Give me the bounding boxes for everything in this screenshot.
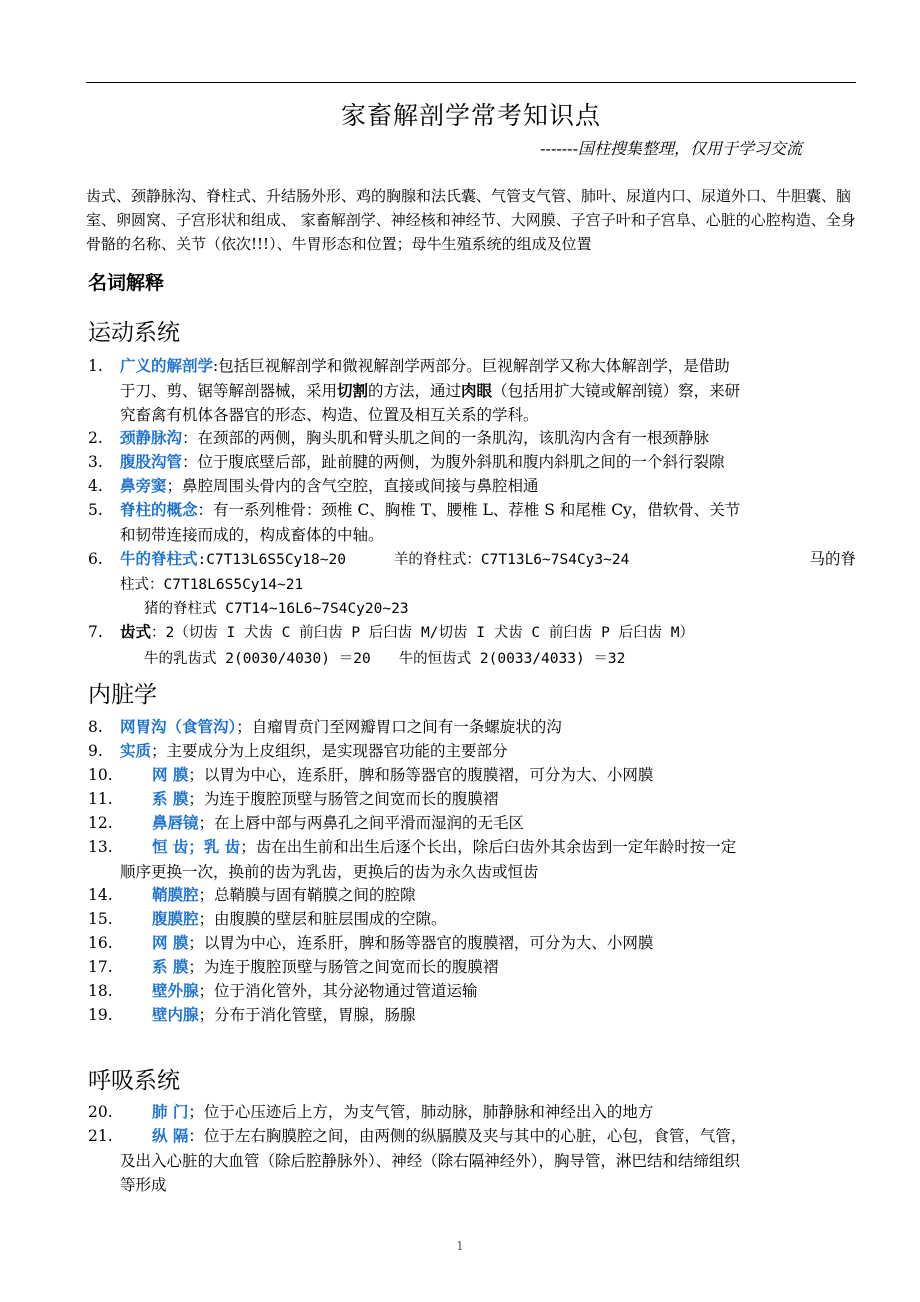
list-item-16 bbox=[88, 931, 856, 956]
item-number: 7. bbox=[88, 623, 103, 641]
list-item-18 bbox=[88, 979, 856, 1004]
item-text: ；分布于消化管壁，胃腺，肠腺 bbox=[198, 1006, 416, 1024]
page-number: 1 bbox=[456, 1239, 464, 1253]
item-number: 13. bbox=[88, 838, 113, 856]
item-text: （包括用扩大镜或解剖镜）察，来研 bbox=[492, 381, 741, 400]
item-term: 网 膜 bbox=[152, 765, 189, 784]
item-term: 腹股沟管 bbox=[120, 452, 183, 471]
list-item-13 bbox=[88, 835, 856, 884]
item-number: 8. bbox=[88, 718, 103, 736]
item-term: 腹膜腔 bbox=[152, 909, 199, 928]
list-item-17 bbox=[88, 955, 856, 980]
item-number: 2. bbox=[88, 429, 103, 447]
item-text: 等形成 bbox=[120, 1176, 167, 1194]
list-item-19 bbox=[88, 1003, 856, 1028]
item-text: ；位于心压迹后上方，为支气管，肺动脉，肺静脉和神经出入的地方 bbox=[188, 1103, 654, 1121]
item-term: 纵 隔 bbox=[152, 1126, 189, 1145]
item-text: ；齿在出生前和出生后逐个长出，除后臼齿外其余齿到一定年龄时按一定 bbox=[240, 838, 737, 856]
item-term: 网 膜 bbox=[152, 933, 189, 952]
item-text: 牛的恒齿式 2(0033/4033) ＝32 bbox=[398, 650, 626, 667]
item-text: 柱式：C7T18L6S5Cy14~21 bbox=[120, 576, 304, 593]
item-number: 11. bbox=[88, 790, 113, 808]
item-term: 牛的脊柱式 bbox=[120, 549, 198, 568]
item-text: 究畜禽有机体各器官的形态、构造、位置及相互关系的学科。 bbox=[120, 406, 539, 424]
item-number: 3. bbox=[88, 453, 103, 471]
item-term: 肺 门 bbox=[152, 1102, 189, 1121]
item-term: 广义的解剖学 bbox=[120, 356, 214, 375]
item-text: ：位于腹底壁后部，趾前腱的两侧，为腹外斜肌和腹内斜肌之间的一个斜行裂隙 bbox=[182, 453, 725, 471]
item-term: 网胃沟（食管沟） bbox=[120, 717, 237, 736]
item-text: 和韧带连接而成的，构成畜体的中轴。 bbox=[120, 525, 384, 544]
item-text: 于刀、剪、锯等解剖器械，采用 bbox=[120, 381, 338, 400]
item-text: ；以胃为中心，连系肝，脾和肠等器官的腹膜褶，可分为大、小网膜 bbox=[188, 766, 654, 784]
item-text: 马的脊 bbox=[809, 550, 856, 568]
list-item-3 bbox=[88, 450, 856, 475]
heading-terms: 名词解释 bbox=[88, 272, 165, 294]
item-term: 鼻旁窦 bbox=[120, 476, 167, 495]
item-term: 系 膜 bbox=[152, 957, 189, 976]
item-text: ；为连于腹腔顶壁与肠管之间宽而长的腹膜褶 bbox=[188, 958, 499, 976]
item-number: 14. bbox=[88, 886, 113, 904]
item-text: 顺序更换一次，换前的齿为乳齿，更换后的齿为永久齿或恒齿 bbox=[120, 862, 539, 881]
item-text: ；主要成分为上皮组织，是实现器官功能的主要部分 bbox=[151, 742, 508, 760]
item-number: 10. bbox=[88, 766, 113, 784]
item-text: ；位于消化管外，其分泌物通过管道运输 bbox=[198, 982, 478, 1000]
item-term: 鼻唇镜 bbox=[152, 813, 199, 832]
item-text: ；以胃为中心，连系肝，脾和肠等器官的腹膜褶，可分为大、小网膜 bbox=[188, 934, 654, 952]
item-number: 5. bbox=[88, 501, 103, 519]
item-term: 壁外腺 bbox=[152, 981, 199, 1000]
item-number: 6. bbox=[88, 550, 103, 568]
list-item-8 bbox=[88, 715, 856, 740]
item-text: ；总鞘膜与固有鞘膜之间的腔隙 bbox=[198, 886, 416, 904]
item-text: 的方法，通过 bbox=[368, 381, 462, 400]
item-term: 鞘膜腔 bbox=[152, 885, 199, 904]
item-term: 壁内腺 bbox=[152, 1005, 199, 1024]
list-item-9 bbox=[88, 739, 856, 764]
item-number: 18. bbox=[88, 982, 113, 1000]
item-term: 系 膜 bbox=[152, 789, 189, 808]
item-text: 及出入心脏的大血管（除后腔静脉外）、神经（除右隔神经外），胸导管，淋巴结和结缔组织 bbox=[120, 1151, 741, 1170]
item-text: ；自瘤胃贲门至网瓣胃口之间有一条螺旋状的沟 bbox=[236, 718, 562, 736]
list-item-6 bbox=[88, 547, 856, 622]
item-text: ；由腹膜的壁层和脏层围成的空隙。 bbox=[198, 910, 447, 928]
item-text: ：有一系列椎骨：颈椎 C、胸椎 T、腰椎 L、荐椎 S 和尾椎 Cy，借软骨、关节 bbox=[197, 501, 741, 519]
list-item-10 bbox=[88, 763, 856, 788]
item-text: ；为连于腹腔顶壁与肠管之间宽而长的腹膜褶 bbox=[188, 790, 499, 808]
list-item-20 bbox=[88, 1100, 856, 1125]
item-text: ：在颈部的两侧，胸头肌和臂头肌之间的一条肌沟，该肌沟内含有一根颈静脉 bbox=[182, 429, 710, 447]
list-item-4 bbox=[88, 474, 856, 499]
item-text: ；在上唇中部与两鼻孔之间平滑而湿润的无毛区 bbox=[198, 814, 525, 832]
item-text: 牛的乳齿式 2(0030/4030) ＝20 bbox=[144, 650, 371, 667]
item-term: 齿式 bbox=[120, 622, 152, 641]
item-term: 颈静脉沟 bbox=[120, 428, 183, 447]
list-item-5 bbox=[88, 498, 856, 547]
item-text: :包括巨视解剖学和微视解剖学两部分。巨视解剖学又称大体解剖学，是借助 bbox=[213, 357, 730, 375]
item-bold: 切割 bbox=[337, 380, 369, 400]
list-item-21 bbox=[88, 1124, 856, 1198]
item-text: 羊的脊柱式：C7T13L6~7S4Cy3~24 bbox=[393, 552, 630, 568]
item-number: 9. bbox=[88, 742, 103, 760]
document-subtitle: -------国柱搜集整理，仅用于学习交流 bbox=[540, 139, 802, 158]
header-rule bbox=[86, 82, 856, 83]
item-number: 20. bbox=[88, 1103, 113, 1121]
list-item-1 bbox=[88, 354, 856, 428]
item-text: ：2（切齿 I 犬齿 C 前臼齿 P 后臼齿 M/切齿 I 犬齿 C 前臼齿 P 后臼齿 M） bbox=[151, 625, 695, 641]
item-text: 猪的脊柱式 C7T14~16L6~7S4Cy20~23 bbox=[144, 601, 409, 617]
item-text: :C7T13L6S5Cy18~20 bbox=[197, 552, 346, 568]
item-number: 1. bbox=[88, 357, 103, 375]
section-heading-motor: 运动系统 bbox=[88, 320, 180, 346]
section-heading-respiratory: 呼吸系统 bbox=[88, 1068, 180, 1094]
item-bold: 肉眼 bbox=[461, 380, 493, 400]
item-term: 实质 bbox=[120, 741, 152, 760]
list-item-12 bbox=[88, 811, 856, 836]
list-item-11 bbox=[88, 787, 856, 812]
item-number: 17. bbox=[88, 958, 113, 976]
item-number: 19. bbox=[88, 1006, 113, 1024]
intro-paragraph: 齿式、颈静脉沟、脊柱式、升结肠外形、鸡的胸腺和法氏囊、气管支气管、肺叶、尿道内口、尿道外口、牛胆囊、脑室、卵圆窝、子宫形状和组成、 家畜解剖学、神经核和神经节、大网膜、子宫子叶和子宫阜、心脏的心腔构造、全身骨骼的名称、关节（依次!!!）、牛胃形态和位置；母牛生殖系统的组成及位置 bbox=[86, 187, 856, 253]
item-text: ；鼻腔周围头骨内的含气空腔，直接或间接与鼻腔相通 bbox=[166, 477, 539, 495]
list-item-14 bbox=[88, 883, 856, 908]
list-item-15 bbox=[88, 907, 856, 932]
section-heading-viscera: 内脏学 bbox=[88, 682, 157, 708]
item-number: 16. bbox=[88, 934, 113, 952]
item-term: 脊柱的概念 bbox=[120, 500, 198, 519]
item-text: ：位于左右胸膜腔之间，由两侧的纵膈膜及夹与其中的心脏，心包，食管，气管， bbox=[188, 1127, 747, 1145]
document-title: 家畜解剖学常考知识点 bbox=[340, 101, 601, 130]
item-number: 15. bbox=[88, 910, 113, 928]
item-number: 4. bbox=[88, 477, 103, 495]
list-item-2 bbox=[88, 426, 856, 451]
list-item-7 bbox=[88, 620, 856, 671]
item-term: 恒 齿；乳 齿 bbox=[152, 837, 241, 856]
item-number: 21. bbox=[88, 1127, 113, 1145]
item-number: 12. bbox=[88, 814, 113, 832]
